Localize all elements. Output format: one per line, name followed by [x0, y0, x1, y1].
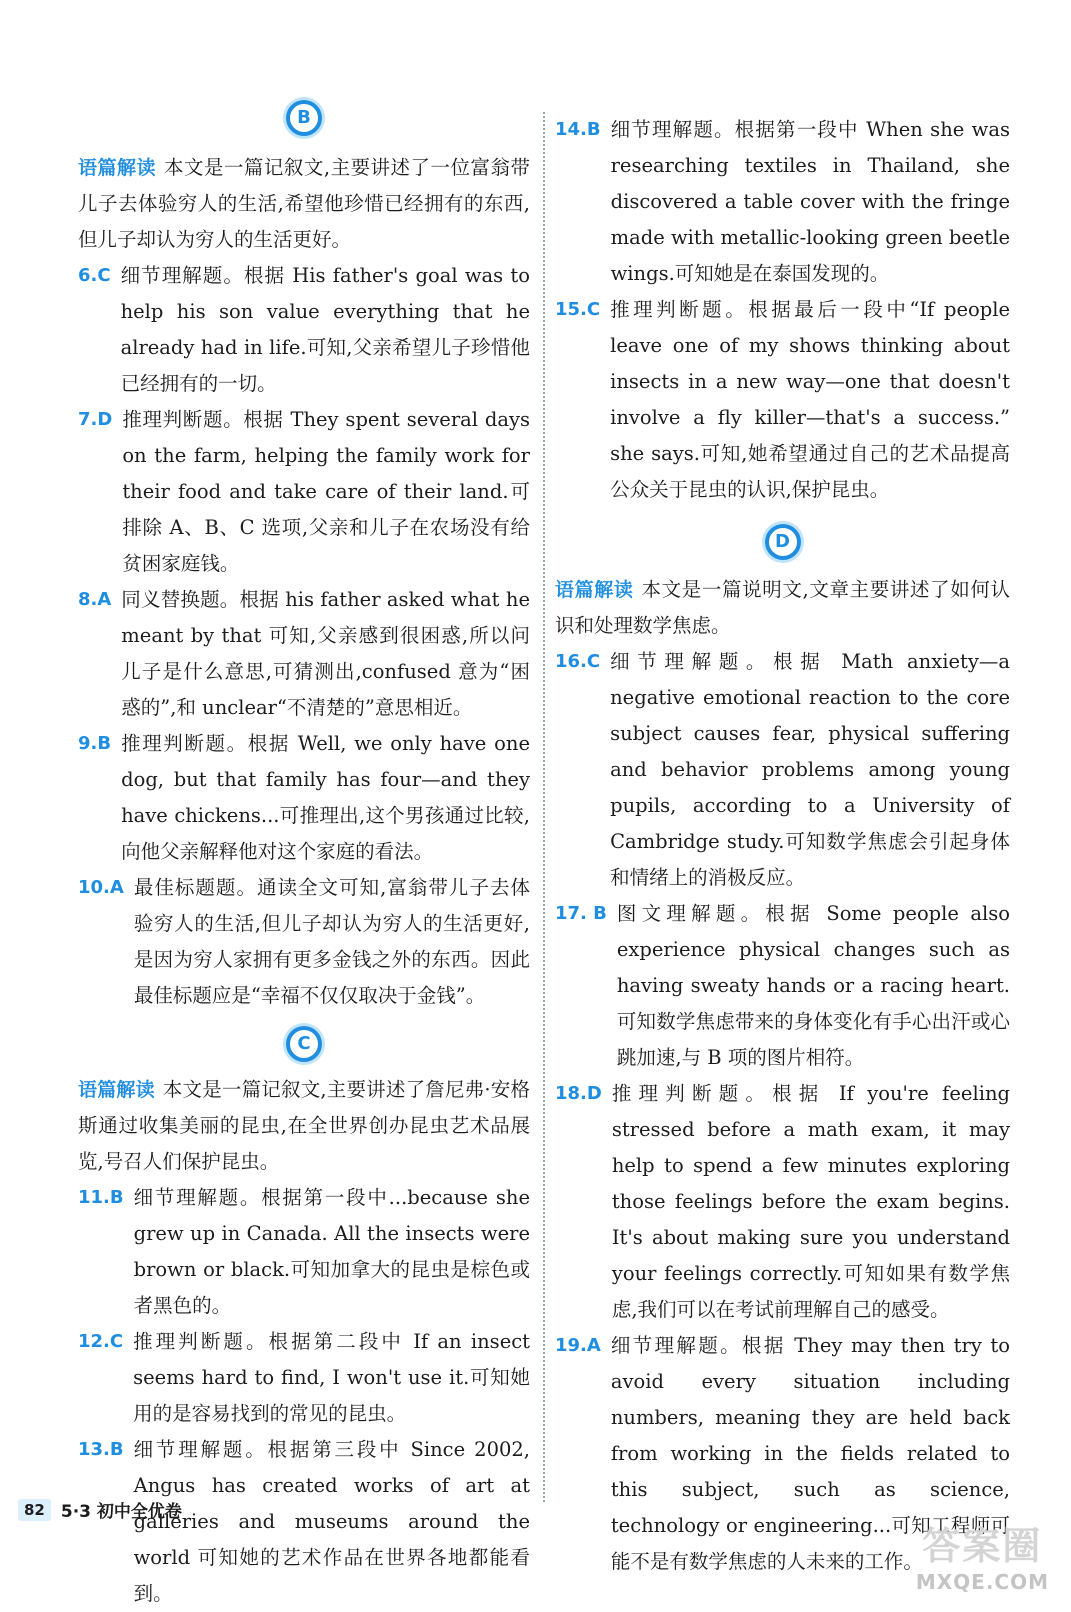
right-column — [555, 112, 1010, 1580]
section-b-intro-label: 语篇解读 — [78, 157, 156, 179]
answer-number: 14.B — [555, 119, 601, 140]
section-b-header — [78, 100, 530, 136]
answer-item — [555, 292, 1010, 508]
section-b-intro — [78, 150, 530, 258]
watermark-line2: MXQE.COM — [915, 1570, 1049, 1594]
section-c-intro — [78, 1072, 530, 1180]
answer-number: 16.C — [555, 651, 601, 672]
answer-explanation: 细节理解题。根据 They may then try to avoid every situation including numbers, meaning they are held back from working in the fields related to this subject, such as science, technology or engineering...可知工程师可能不是有数学焦虑的人未来的工作。 — [610, 1334, 1010, 1573]
answer-number: 12.C — [78, 1331, 124, 1352]
answer-explanation: 细节理解题。根据 Math anxiety—a negative emotional reaction to the core subject causes fear, physical suffering and behavior problems among young pupils, according to a University of Cambridge study.可知数学焦虑会引起身体和情绪上的消极反应。 — [610, 650, 1010, 889]
page-footer — [18, 1497, 182, 1522]
section-d-intro-label: 语篇解读 — [555, 579, 634, 601]
answer-item — [78, 1180, 530, 1324]
left-column — [78, 100, 530, 1612]
answer-item — [555, 896, 1010, 1076]
answer-explanation: 推理判断题。根据 If you're feeling stressed before a math exam, it may help to spend a few minutes exploring those feelings before the exam begins. It's about making sure you understand your feelings correctly.可知如果有数学焦虑,我们可以在考试前理解自己的感受。 — [611, 1082, 1010, 1321]
section-b-badge: B — [286, 100, 322, 136]
section-c-intro-text: 本文是一篇记叙文,主要讲述了詹尼弗·安格斯通过收集美丽的昆虫,在全世界创办昆虫艺术品展览,号召人们保护昆虫。 — [78, 1078, 530, 1173]
answer-explanation: 推理判断题。根据最后一段中“If people leave one of my shows thinking about insects in a new way—one that doesn't involve a fly killer—that's a success.” she says.可知,她希望通过自己的艺术品提高公众关于昆虫的认识,保护昆虫。 — [610, 298, 1010, 501]
answer-item — [78, 1324, 530, 1432]
section-c-intro-label: 语篇解读 — [78, 1079, 155, 1101]
answer-number: 10.A — [78, 877, 124, 898]
answer-explanation: 推理判断题。根据 They spent several days on the farm, helping the family work for their food and take care of their land.可排除 A、B、C 选项,父亲和儿子在农场没有给贫困家庭钱。 — [122, 408, 530, 575]
answer-number: 13.B — [78, 1439, 124, 1460]
answer-explanation: 细节理解题。根据第一段中...because she grew up in Canada. All the insects were brown or black.可知加拿大的昆虫是棕色或者黑色的。 — [133, 1186, 530, 1317]
answer-explanation: 细节理解题。根据 His father's goal was to help his son value everything that he already had in life.可知,父亲希望儿子珍惜他已经拥有的一切。 — [120, 264, 530, 395]
section-c-badge: C — [286, 1026, 322, 1062]
answer-number: 8.A — [78, 589, 112, 610]
answer-explanation: 细节理解题。根据第一段中 When she was researching textiles in Thailand, she discovered a table cover with the fringe made with metallic-looking green beetle wings.可知她是在泰国发现的。 — [610, 118, 1011, 285]
answer-number: 18.D — [555, 1083, 602, 1104]
answer-number: 17. B — [555, 903, 607, 924]
watermark-line1: 答案圈 — [922, 1524, 1043, 1568]
answer-number: 6.C — [78, 265, 111, 286]
answer-number: 7.D — [78, 409, 113, 430]
book-title: 5·3 初中全优卷 — [60, 1502, 182, 1522]
answer-explanation: 最佳标题题。通读全文可知,富翁带儿子去体验穷人的生活,但儿子却认为穷人的生活更好,是因为穷人家拥有更多金钱之外的东西。因此最佳标题应是“幸福不仅仅取决于金钱”。 — [133, 876, 530, 1007]
section-b-intro-text: 本文是一篇记叙文,主要讲述了一位富翁带儿子去体验穷人的生活,希望他珍惜已经拥有的东西,但儿子却认为穷人的生活更好。 — [78, 156, 530, 251]
section-c-header — [78, 1026, 530, 1062]
answer-item — [78, 1432, 530, 1612]
page-number: 82 — [18, 1499, 51, 1521]
section-d-badge: D — [765, 524, 801, 560]
answer-item — [555, 644, 1010, 896]
answer-explanation: 同义替换题。根据 his father asked what he meant by that 可知,父亲感到很困惑,所以问儿子是什么意思,可猜测出,confused 意为“困惑的”,和 unclear“不清楚的”意思相近。 — [121, 588, 530, 719]
answer-number: 15.C — [555, 299, 601, 320]
answer-explanation: 细节理解题。根据第三段中 Since 2002, Angus has created works of art at galleries and museums around the world 可知她的艺术作品在世界各地都能看到。 — [133, 1438, 530, 1605]
section-d-intro-text: 本文是一篇说明文,文章主要讲述了如何认识和处理数学焦虑。 — [555, 578, 1010, 637]
section-d-header — [555, 524, 1010, 560]
answer-item — [555, 112, 1010, 292]
answer-explanation: 图文理解题。根据 Some people also experience physical changes such as having sweaty hands or a racing heart.可知数学焦虑带来的身体变化有手心出汗或心跳加速,与 B 项的图片相符。 — [616, 902, 1010, 1069]
answer-number: 11.B — [78, 1187, 124, 1208]
answer-explanation: 推理判断题。根据 Well, we only have one dog, but that family has four—and they have chickens...可推理出,这个男孩通过比较,向他父亲解释他对这个家庭的看法。 — [121, 732, 530, 863]
answer-item — [78, 870, 530, 1014]
answer-number: 9.B — [78, 733, 112, 754]
answer-item — [78, 258, 530, 402]
answer-explanation: 推理判断题。根据第二段中 If an insect seems hard to find, I won't use it.可知她用的是容易找到的常见的昆虫。 — [133, 1330, 530, 1425]
answer-item — [78, 726, 530, 870]
answer-number: 19.A — [555, 1335, 601, 1356]
answer-item — [555, 1076, 1010, 1328]
watermark-logo — [916, 1515, 1049, 1594]
column-divider — [543, 112, 545, 1502]
section-d-intro — [555, 572, 1010, 644]
answer-item — [78, 582, 530, 726]
answer-item — [78, 402, 530, 582]
